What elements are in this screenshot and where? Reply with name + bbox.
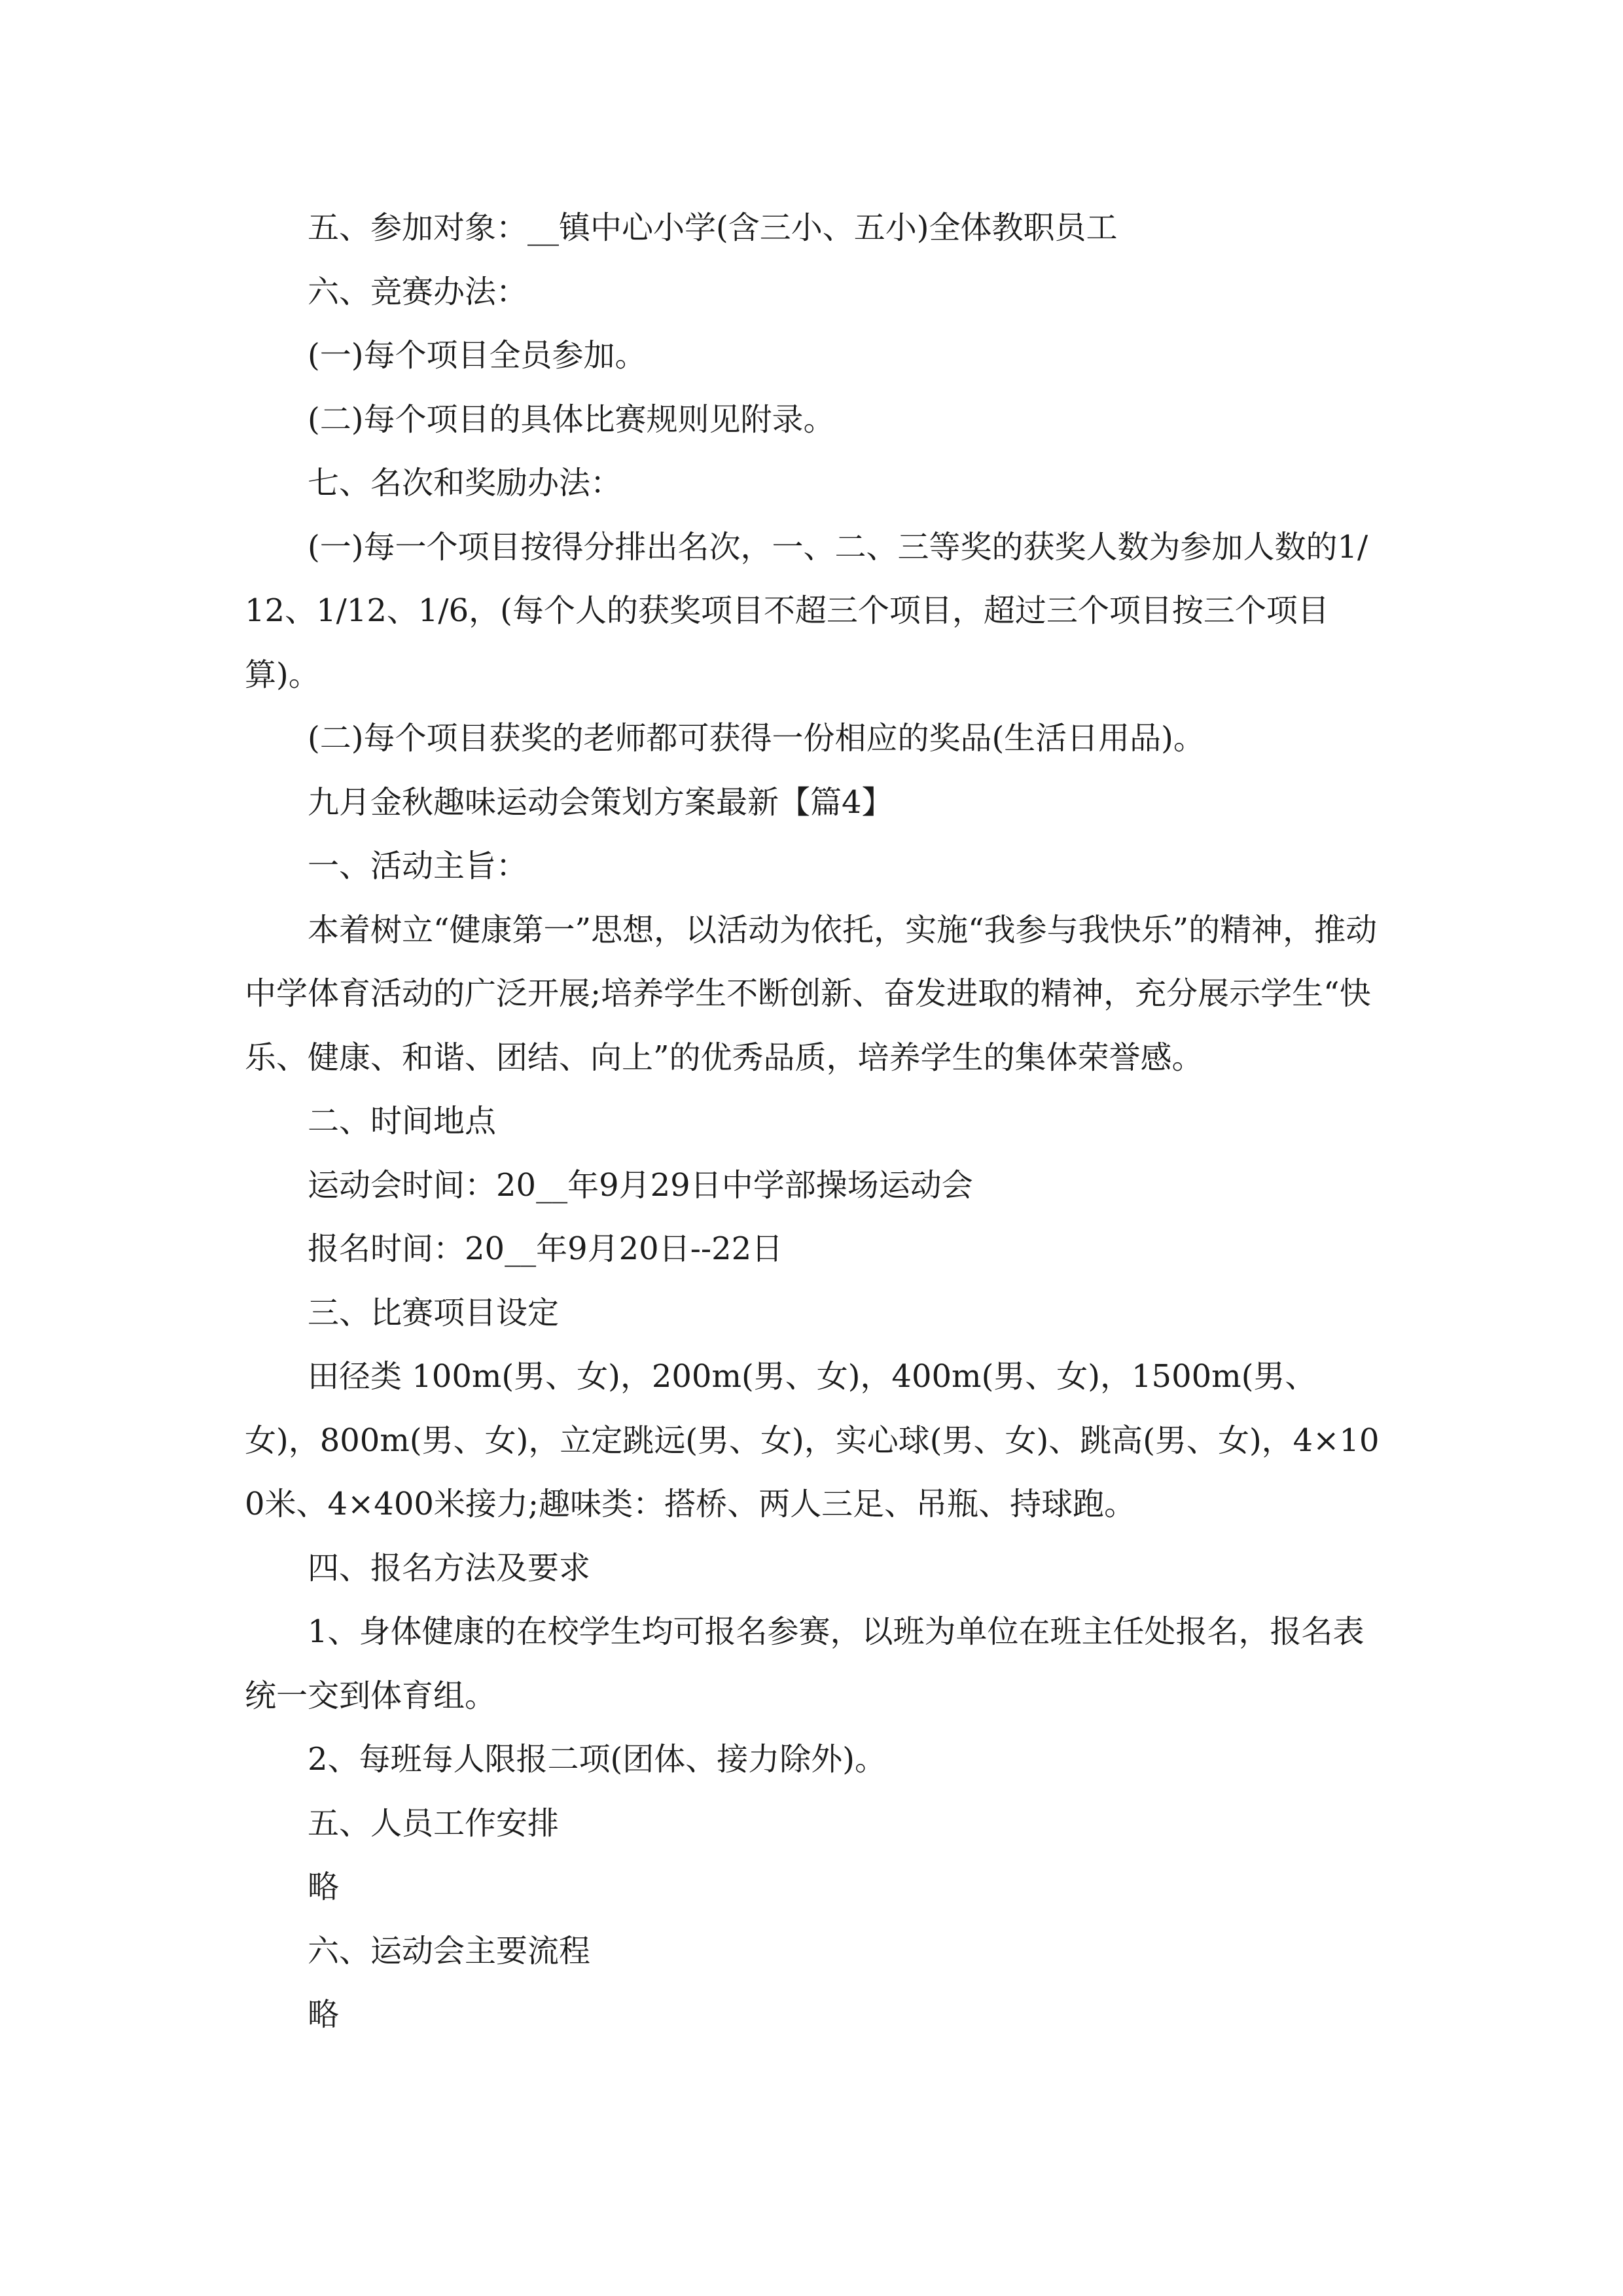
- section-time-place-heading: 二、时间地点: [308, 1103, 497, 1139]
- registration-time: 报名时间：20__年9月20日--22日: [308, 1230, 783, 1267]
- competition-rule-1: (一)每个项目全员参加。: [308, 337, 647, 374]
- award-rule-1: (一)每一个项目按得分排出名次，一、二、三等奖的获奖人数为参加人数的1/12、1/12、1/6，(每个人的获奖项目不超三个项目，超过三个项目按三个项目算)。: [245, 528, 1368, 693]
- section-awards-heading: 七、名次和奖励办法：: [308, 465, 622, 501]
- registration-rule-2: 2、每班每人限报二项(团体、接力除外)。: [308, 1741, 886, 1778]
- article-title-part-4: 九月金秋趣味运动会策划方案最新【篇4】: [308, 783, 893, 821]
- section-process-heading: 六、运动会主要流程: [308, 1932, 591, 1969]
- process-content: 略: [308, 1996, 340, 2033]
- section-purpose-heading: 一、活动主旨：: [308, 848, 528, 884]
- staff-content: 略: [308, 1869, 340, 1905]
- section-competition-method-heading: 六、竞赛办法：: [308, 273, 528, 310]
- purpose-paragraph: 本着树立“健康第一”思想，以活动为依托，实施“我参与我快乐”的精神，推动中学体育活动的广泛开展;培养学生不断创新、奋发进取的精神，充分展示学生“快乐、健康、和谐、团结、向上”的优秀品质，培养学生的集体荣誉感。: [245, 911, 1378, 1076]
- award-rule-2: (二)每个项目获奖的老师都可获得一份相应的奖品(生活日用品)。: [308, 720, 1205, 757]
- sports-meet-time: 运动会时间：20__年9月29日中学部操场运动会: [308, 1166, 973, 1204]
- section-events-heading: 三、比赛项目设定: [308, 1294, 560, 1331]
- section-registration-heading: 四、报名方法及要求: [308, 1549, 591, 1587]
- competition-rule-2: (二)每个项目的具体比赛规则见附录。: [308, 401, 835, 438]
- registration-rule-1: 1、身体健康的在校学生均可报名参赛，以班为单位在班主任处报名，报名表统一交到体育组。: [245, 1613, 1364, 1714]
- document-body: [245, 196, 1380, 2047]
- events-list: 田径类 100m(男、女)，200m(男、女)，400m(男、女)，1500m(男、女)，800m(男、女)，立定跳远(男、女)，实心球(男、女)、跳高(男、女)，4×100米、4×400米接力;趣味类：搭桥、两人三足、吊瓶、持球跑。: [245, 1358, 1380, 1522]
- section-participants: 五、参加对象：__镇中心小学(含三小、五小)全体教职员工: [308, 209, 1118, 246]
- section-staff-heading: 五、人员工作安排: [308, 1804, 560, 1842]
